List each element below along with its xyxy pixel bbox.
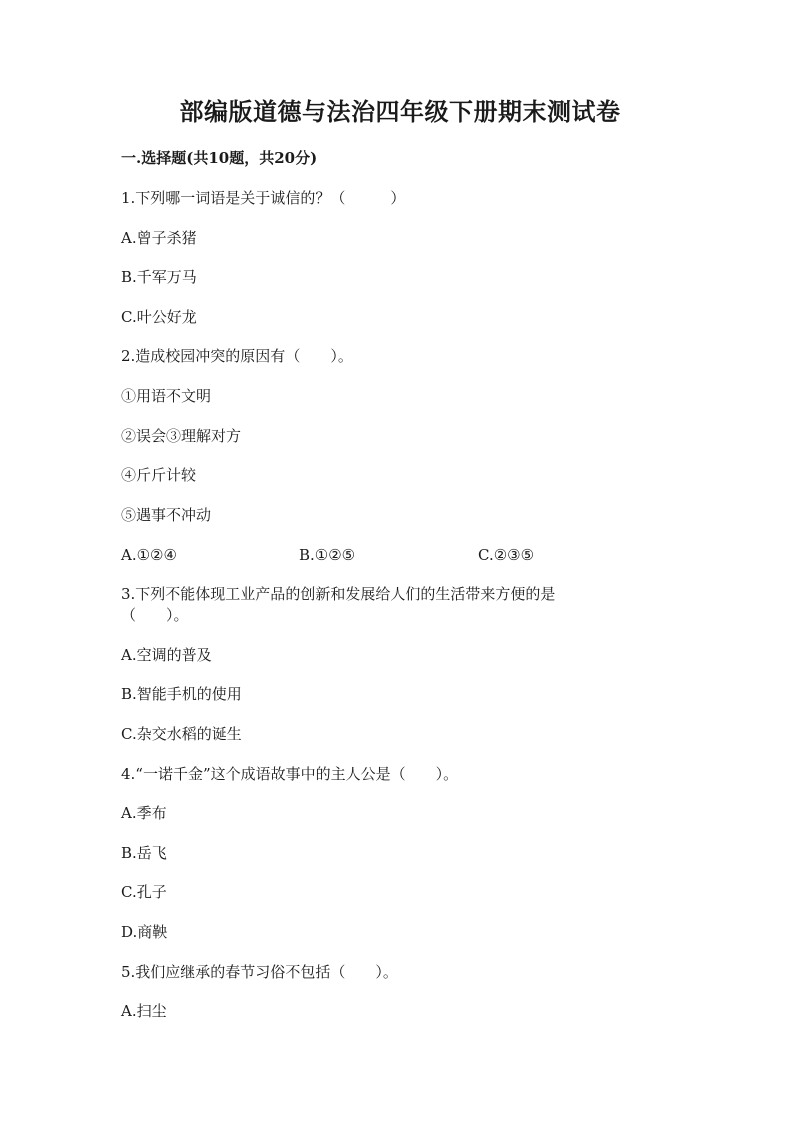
- question-2-option-c: C.②③⑤: [478, 546, 535, 564]
- section-heading: 一.选择题(共10题，共20分): [121, 149, 318, 167]
- question-5-stem: 5.我们应继承的春节习俗不包括（ ）。: [121, 963, 398, 981]
- question-1-option-b: B.千军万马: [121, 268, 197, 286]
- question-3-stem-line-2: （ ）。: [121, 606, 189, 624]
- question-4-option-c: C.孔子: [121, 883, 167, 901]
- question-4-option-d: D.商鞅: [121, 923, 168, 941]
- question-1-option-a: A.曾子杀猪: [121, 229, 197, 247]
- question-2-statement-4: ⑤遇事不冲动: [121, 506, 212, 524]
- question-3-option-a: A.空调的普及: [121, 646, 212, 664]
- question-3-option-c: C.杂交水稻的诞生: [121, 725, 242, 743]
- question-2-option-b: B.①②⑤: [299, 546, 356, 564]
- question-2-stem: 2.造成校园冲突的原因有（ ）。: [121, 347, 353, 365]
- question-3-stem-line-1: 3.下列不能体现工业产品的创新和发展给人们的生活带来方便的是: [121, 585, 556, 603]
- question-1-option-c: C.叶公好龙: [121, 308, 197, 326]
- question-4-option-a: A.季布: [121, 804, 167, 822]
- question-4-stem: 4.“一诺千金”这个成语故事中的主人公是（ ）。: [121, 765, 459, 783]
- question-4-option-b: B.岳飞: [121, 844, 167, 862]
- question-2-statement-1: ①用语不文明: [121, 387, 212, 405]
- question-1-stem: 1.下列哪一词语是关于诚信的？（ ）: [121, 189, 406, 207]
- question-2-option-a: A.①②④: [121, 546, 177, 564]
- question-3-option-b: B.智能手机的使用: [121, 685, 242, 703]
- document-title: 部编版道德与法治四年级下册期末测试卷: [179, 97, 621, 126]
- question-2-statement-2: ②误会③理解对方: [121, 427, 242, 445]
- question-2-statement-3: ④斤斤计较: [121, 466, 197, 484]
- question-5-option-a: A.扫尘: [121, 1002, 167, 1020]
